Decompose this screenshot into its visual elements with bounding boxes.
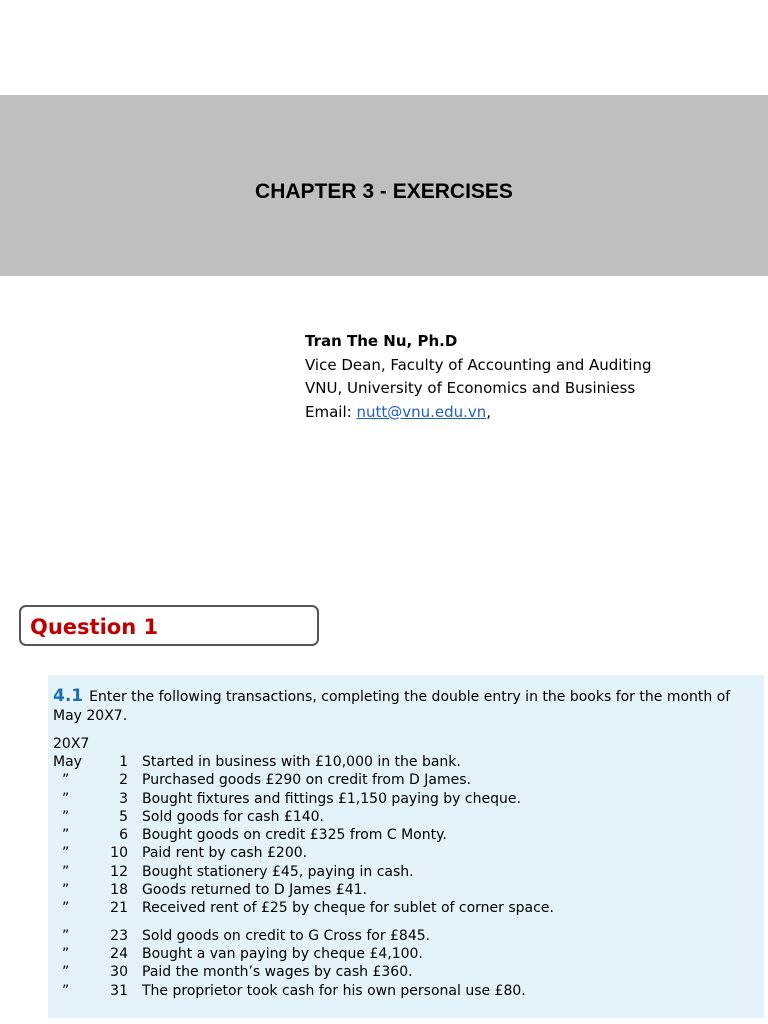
- exercise-panel: [48, 675, 764, 1018]
- transaction-row: [48, 983, 764, 1001]
- transaction-month: ”: [62, 790, 70, 807]
- transaction-row: [48, 827, 764, 845]
- transaction-day: 1: [119, 754, 128, 770]
- exercise-number: 4.1: [53, 686, 84, 706]
- transaction-month: ”: [62, 964, 70, 981]
- transaction-month: ”: [62, 882, 70, 899]
- email-label: Email:: [305, 402, 357, 421]
- transaction-row: [48, 809, 764, 827]
- transaction-row: [48, 754, 764, 772]
- transaction-text: The proprietor took cash for his own personal use £80.: [142, 982, 526, 999]
- transaction-day: 12: [110, 863, 128, 880]
- transaction-month: May: [53, 754, 82, 770]
- email-link[interactable]: nutt@vnu.edu.vn: [356, 402, 487, 421]
- question-box: [19, 605, 319, 646]
- transaction-day: 30: [110, 964, 128, 981]
- transaction-text: Bought stationery £45, paying in cash.: [142, 863, 414, 880]
- transaction-text: Received rent of £25 by cheque for sublet of corner space.: [142, 900, 554, 917]
- transaction-row: [48, 964, 764, 982]
- author-name: Tran The Nu, Ph.D: [305, 332, 458, 350]
- transaction-list: [48, 754, 764, 1001]
- transaction-row: [48, 928, 764, 946]
- transaction-month: ”: [62, 900, 70, 917]
- transaction-month: ”: [62, 927, 70, 944]
- author-email-line: [305, 401, 652, 425]
- author-institution: VNU, University of Economics and Businiess: [305, 379, 636, 397]
- transaction-row: [48, 882, 764, 900]
- transaction-text: Paid rent by cash £200.: [142, 845, 308, 862]
- exercise-heading: [53, 687, 753, 725]
- transaction-day: 10: [110, 845, 128, 862]
- transaction-text: Purchased goods £290 on credit from D James.: [142, 772, 471, 789]
- transaction-text: Sold goods on credit to G Cross for £845.: [142, 927, 431, 944]
- transaction-row: [48, 845, 764, 863]
- transaction-text: Bought fixtures and fittings £1,150 paying by cheque.: [142, 790, 521, 807]
- transaction-day: 5: [119, 808, 128, 825]
- author-position: Vice Dean, Faculty of Accounting and Auditing: [305, 355, 652, 374]
- transaction-day: 31: [110, 982, 128, 999]
- transaction-month: ”: [62, 845, 70, 862]
- transaction-row: [48, 791, 764, 809]
- transaction-text: Sold goods for cash £140.: [142, 808, 324, 825]
- transaction-text: Started in business with £10,000 in the bank.: [142, 754, 461, 770]
- transaction-row: [48, 900, 764, 918]
- transaction-row: [48, 946, 764, 964]
- transaction-text: Bought a van paying by cheque £4,100.: [142, 945, 423, 962]
- transaction-month: ”: [62, 808, 70, 825]
- transaction-day: 23: [110, 927, 128, 944]
- transaction-day: 18: [110, 882, 128, 899]
- transaction-day: 3: [119, 790, 128, 807]
- question-label: Question 1: [30, 615, 159, 639]
- transaction-day: 24: [110, 945, 128, 962]
- exercise-year: 20X7: [53, 736, 90, 752]
- transaction-text: Bought goods on credit £325 from C Monty.: [142, 827, 447, 844]
- transaction-month: ”: [62, 827, 70, 844]
- transaction-day: 21: [110, 900, 128, 917]
- exercise-instruction: Enter the following transactions, completing the double entry in the books for the month of May 20X7.: [53, 689, 731, 724]
- transaction-row: [48, 864, 764, 882]
- transaction-month: ”: [62, 863, 70, 880]
- transaction-month: ”: [62, 772, 70, 789]
- transaction-day: 6: [119, 827, 128, 844]
- transaction-month: ”: [62, 945, 70, 962]
- email-suffix: ,: [486, 402, 492, 421]
- transaction-month: ”: [62, 982, 70, 999]
- transaction-text: Paid the month’s wages by cash £360.: [142, 964, 413, 981]
- chapter-title: CHAPTER 3 - EXERCISES: [255, 180, 513, 203]
- author-block: [305, 330, 652, 424]
- transaction-row: [48, 772, 764, 790]
- transaction-day: 2: [119, 772, 128, 789]
- transaction-text: Goods returned to D James £41.: [142, 882, 367, 899]
